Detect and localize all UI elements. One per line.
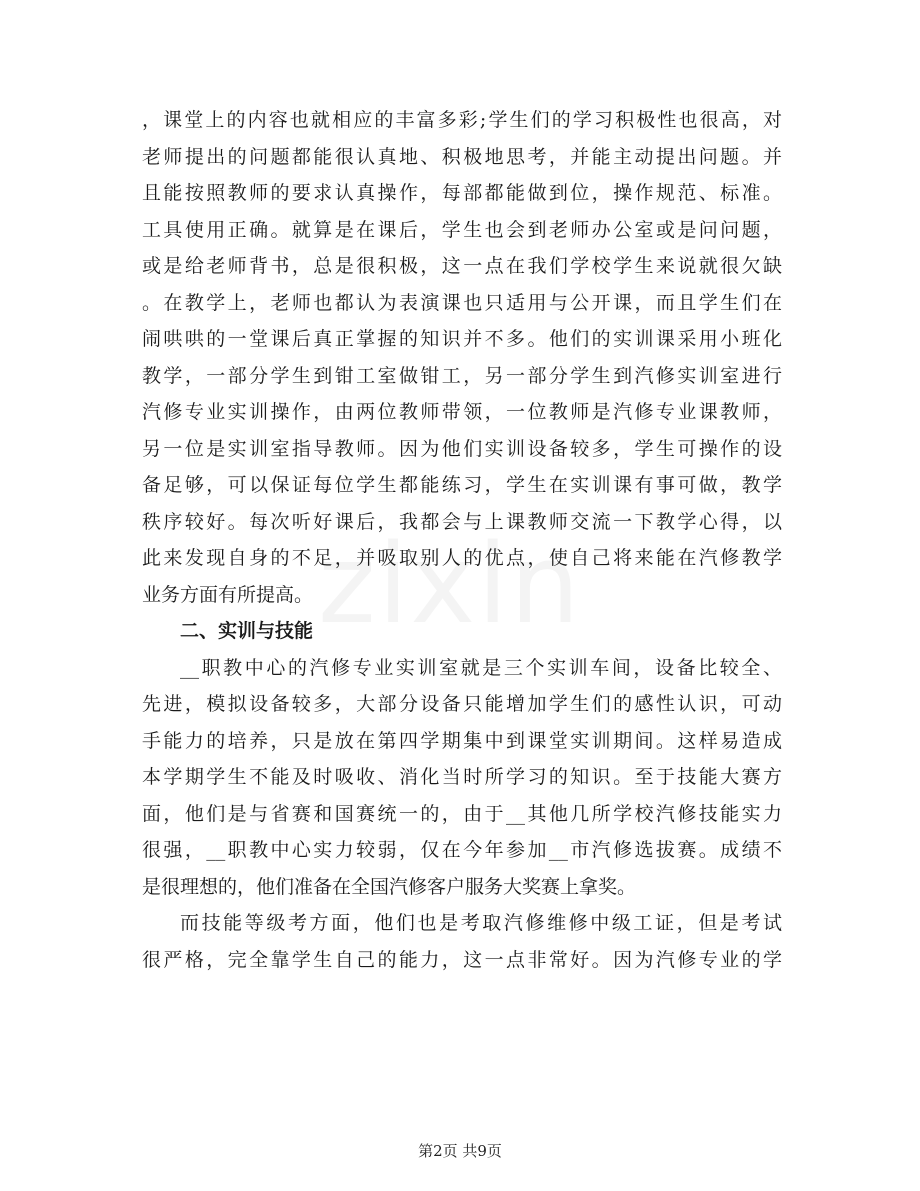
section-heading: 二、实训与技能 <box>180 620 314 642</box>
text-line: 闹哄哄的一堂课后真正掌握的知识并不多。他们的实训课采用小班化 <box>142 328 782 350</box>
text-line: 汽修专业实训操作，由两位教师带领，一位教师是汽修专业课教师， <box>142 401 782 423</box>
document-body <box>142 102 782 978</box>
text-line: 且能按照教师的要求认真操作，每部都能做到位，操作规范、标准。 <box>142 182 782 204</box>
text-line: 面，他们是与省赛和国赛统一的，由于__其他几所学校汽修技能实力 <box>142 802 782 825</box>
text-line: 此来发现自身的不足，并吸取别人的优点，使自己将来能在汽修教学 <box>142 547 782 569</box>
text-line: 或是给老师背书，总是很积极，这一点在我们学校学生来说就很欠缺 <box>142 255 782 277</box>
text-line: 是很理想的，他们准备在全国汽修客户服务大奖赛上拿奖。 <box>142 875 637 898</box>
text-line: 先进，模拟设备较多，大部分设备只能增加学生们的感性认识，可动 <box>142 693 782 715</box>
text-line: 本学期学生不能及时吸收、消化当时所学习的知识。至于技能大赛方 <box>142 766 782 788</box>
text-line: 。在教学上，老师也都认为表演课也只适用与公开课，而且学生们在 <box>142 291 782 314</box>
text-line: 手能力的培养，只是放在第四学期集中到课堂实训期间。这样易造成 <box>142 729 782 752</box>
text-line: 另一位是实训室指导教师。因为他们实训设备较多，学生可操作的设 <box>142 437 782 460</box>
text-line: 备足够，可以保证每位学生都能练习，学生在实训课有事可做，教学 <box>142 474 782 496</box>
text-line: 很严格，完全靠学生自己的能力，这一点非常好。因为汽修专业的学 <box>142 948 782 971</box>
text-line: 而技能等级考方面，他们也是考取汽修维修中级工证，但是考试 <box>180 912 782 934</box>
text-line: 秩序较好。每次听好课后，我都会与上课教师交流一下教学心得，以 <box>142 510 782 533</box>
text-line: ，课堂上的内容也就相应的丰富多彩;学生们的学习积极性也很高，对 <box>142 109 782 131</box>
text-line: __职教中心的汽修专业实训室就是三个实训车间，设备比较全、 <box>180 656 782 679</box>
text-line: 业务方面有所提高。 <box>142 583 314 606</box>
page-number-footer: 第2页 共9页 <box>418 1142 502 1160</box>
text-line: 老师提出的问题都能很认真地、积极地思考，并能主动提出问题。并 <box>142 145 782 168</box>
text-line: 教学，一部分学生到钳工室做钳工，另一部分学生到汽修实训室进行 <box>142 364 782 387</box>
text-line: 很强，__职教中心实力较弱，仅在今年参加__市汽修选拔赛。成绩不 <box>142 839 782 861</box>
text-line: 工具使用正确。就算是在课后，学生也会到老师办公室或是问问题， <box>142 218 782 241</box>
